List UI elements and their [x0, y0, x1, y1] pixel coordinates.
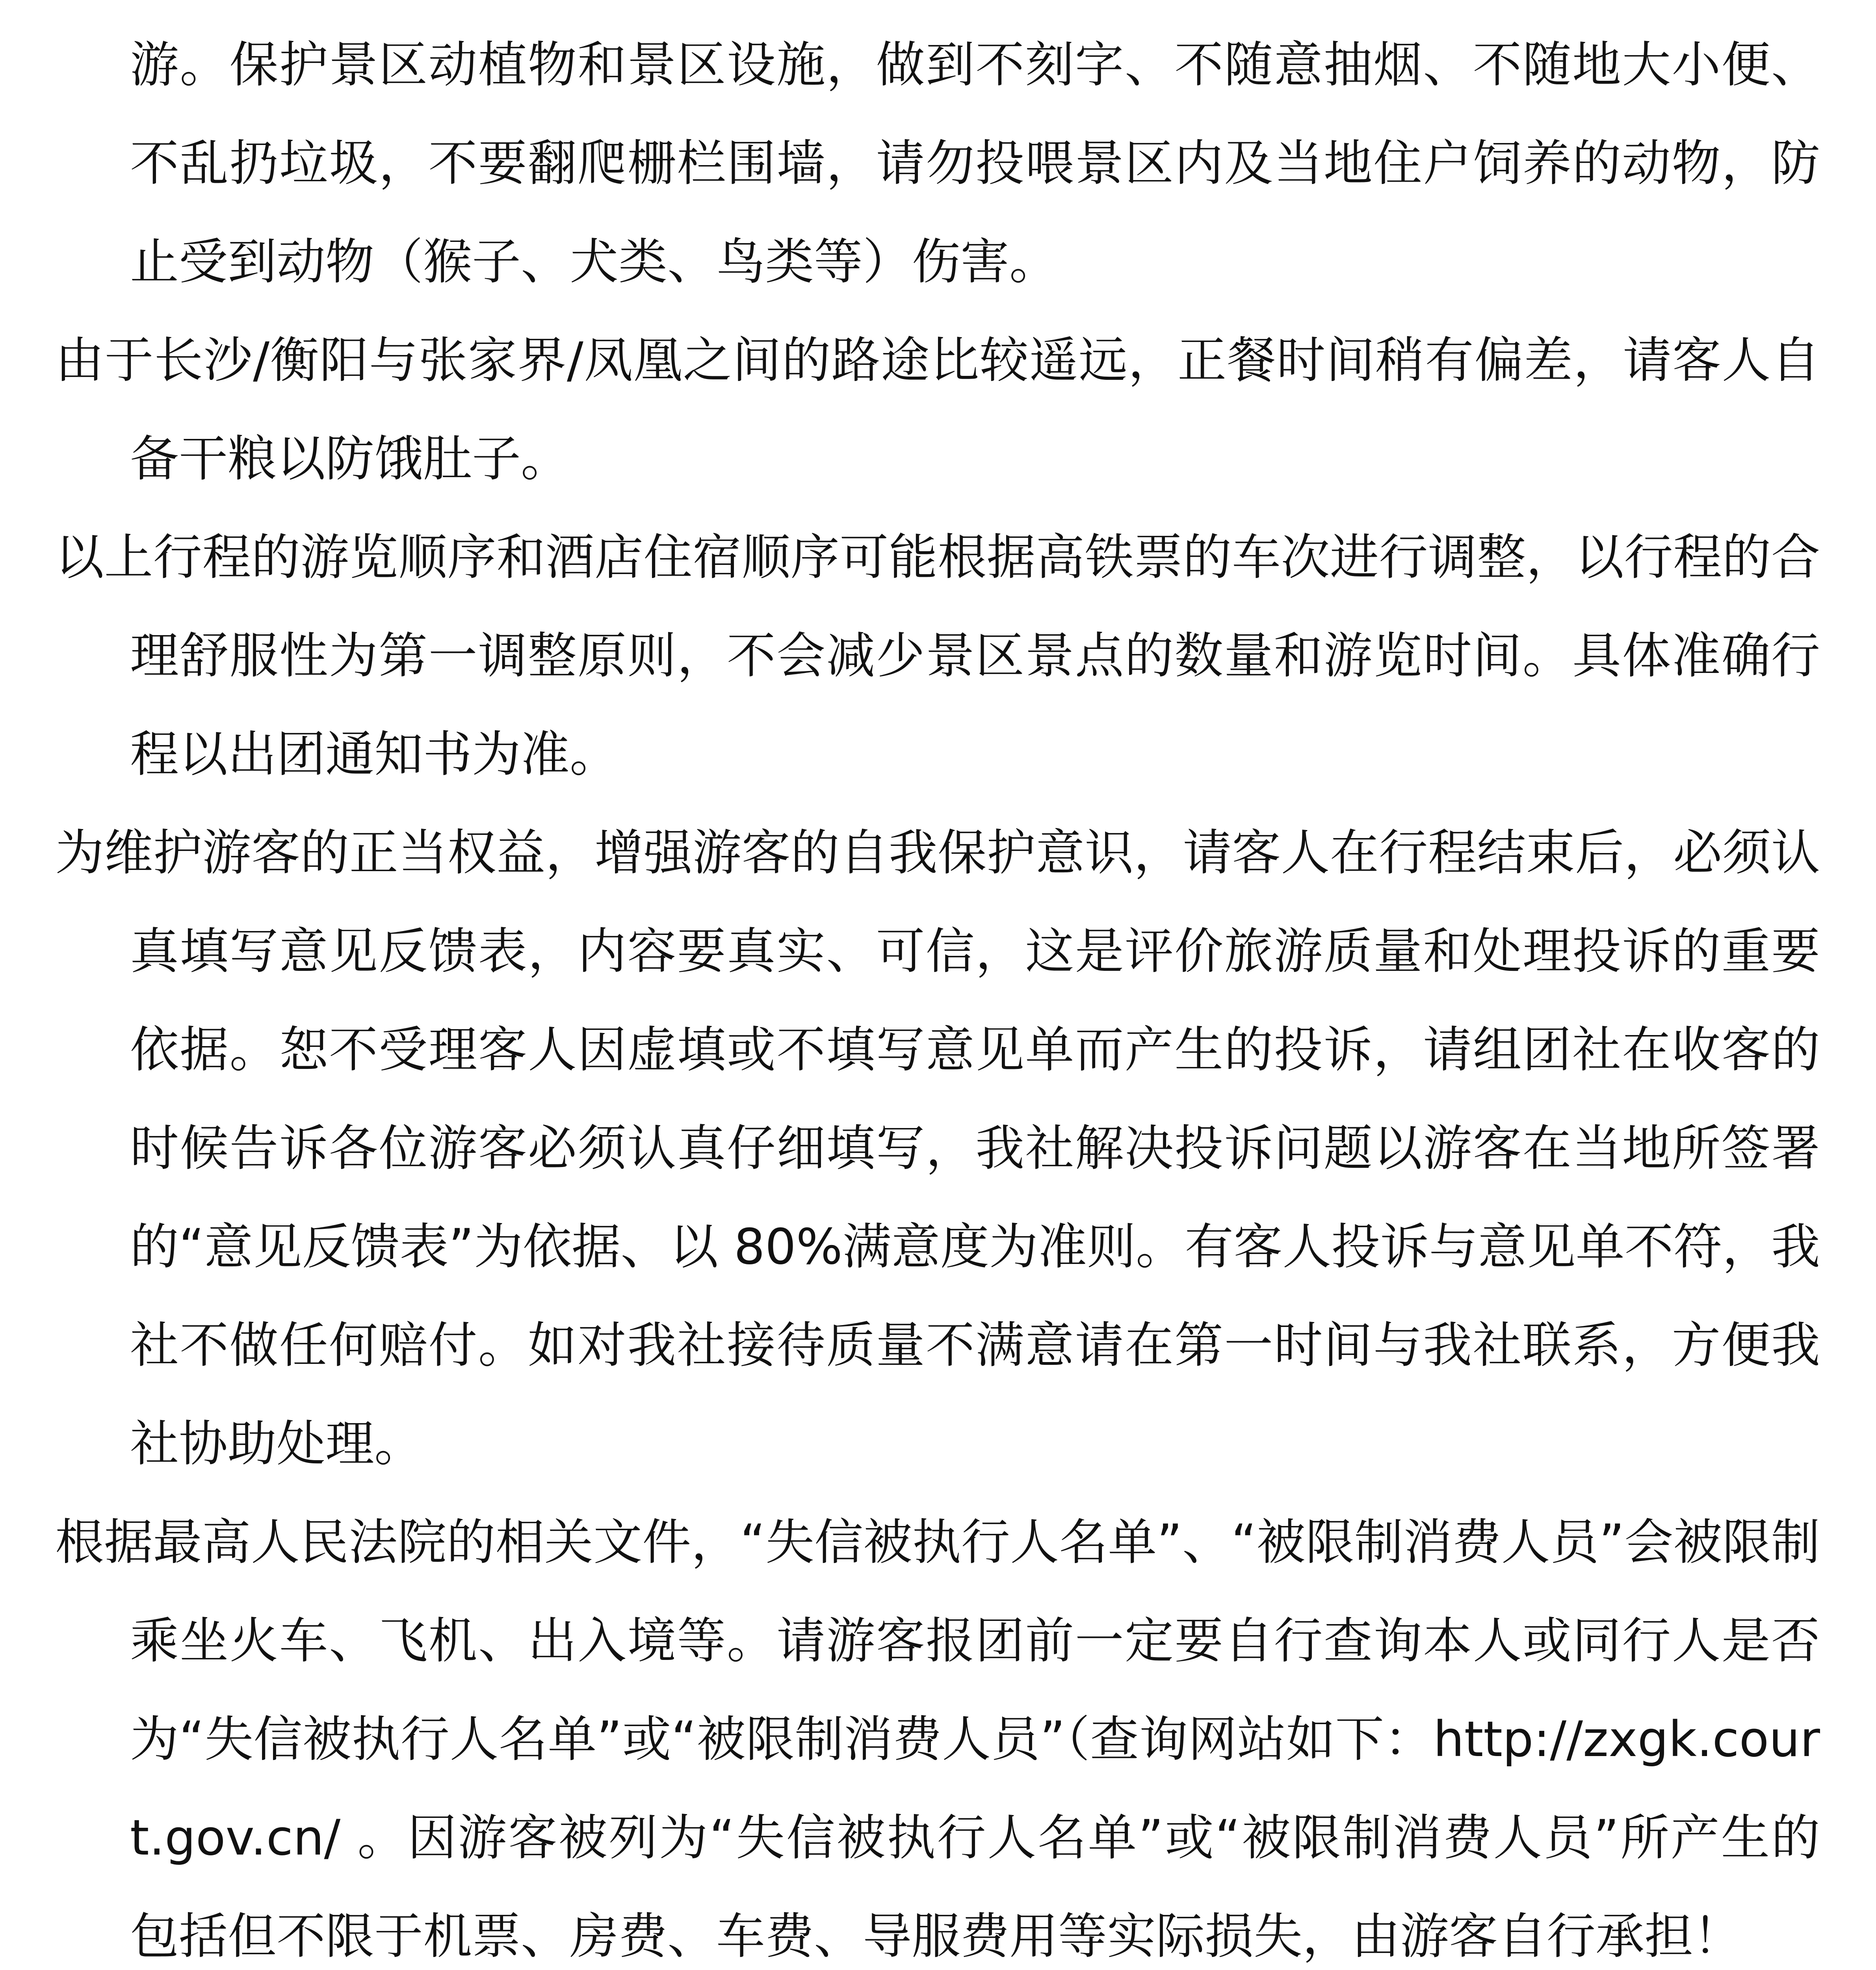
note-paragraph-2: 由于长沙/衡阳与张家界/凤凰之间的路途比较遥远，正餐时间稍有偏差，请客人自备干粮以防饿肚子。: [55, 332, 1820, 487]
note-paragraph-4: 为维护游客的正当权益，增强游客的自我保护意识，请客人在行程结束后，必须认真填写意见反馈表，内容要真实、可信，这是评价旅游质量和处理投诉的重要依据。恕不受理客人因虚填或不填写意见单而产生的投诉，请组团社在收客的时候告诉各位游客必须认真仔细填写，我社解决投诉问题以游客在当地所签署的“意见反馈表”为依据、以 80%满意度为准则。有客人投诉与意见单不符，我社不做任何赔付。如对我社接待质量不满意请在第一时间与我社联系，方便我社协助处理。: [55, 825, 1820, 1472]
note-paragraph-1: 游。保护景区动植物和景区设施，做到不刻字、不随意抽烟、不随地大小便、不乱扔垃圾，不要翻爬栅栏围墙，请勿投喂景区内及当地住户饲养的动物，防止受到动物（猴子、犬类、鸟类等）伤害。: [130, 37, 1820, 290]
note-paragraph-3: 以上行程的游览顺序和酒店住宿顺序可能根据高铁票的车次进行调整，以行程的合理舒服性为第一调整原则，不会减少景区景点的数量和游览时间。具体准确行程以出团通知书为准。: [55, 529, 1820, 783]
note-paragraph-5: 根据最高人民法院的相关文件，“失信被执行人名单”、“被限制消费人员”会被限制乘坐火车、飞机、出入境等。请游客报团前一定要自行查询本人或同行人是否为“失信被执行人名单”或“被限制消费人员”（查询网站如下：http://zxgk.court.gov.cn/ 。因游客被列为“失信被执行人名单”或“被限制消费人员”所产生的包括但不限于机票、房费、车费、导服费用等实际损失，由游客自行承担！: [55, 1514, 1820, 1965]
notes-body: [55, 16, 1820, 1970]
